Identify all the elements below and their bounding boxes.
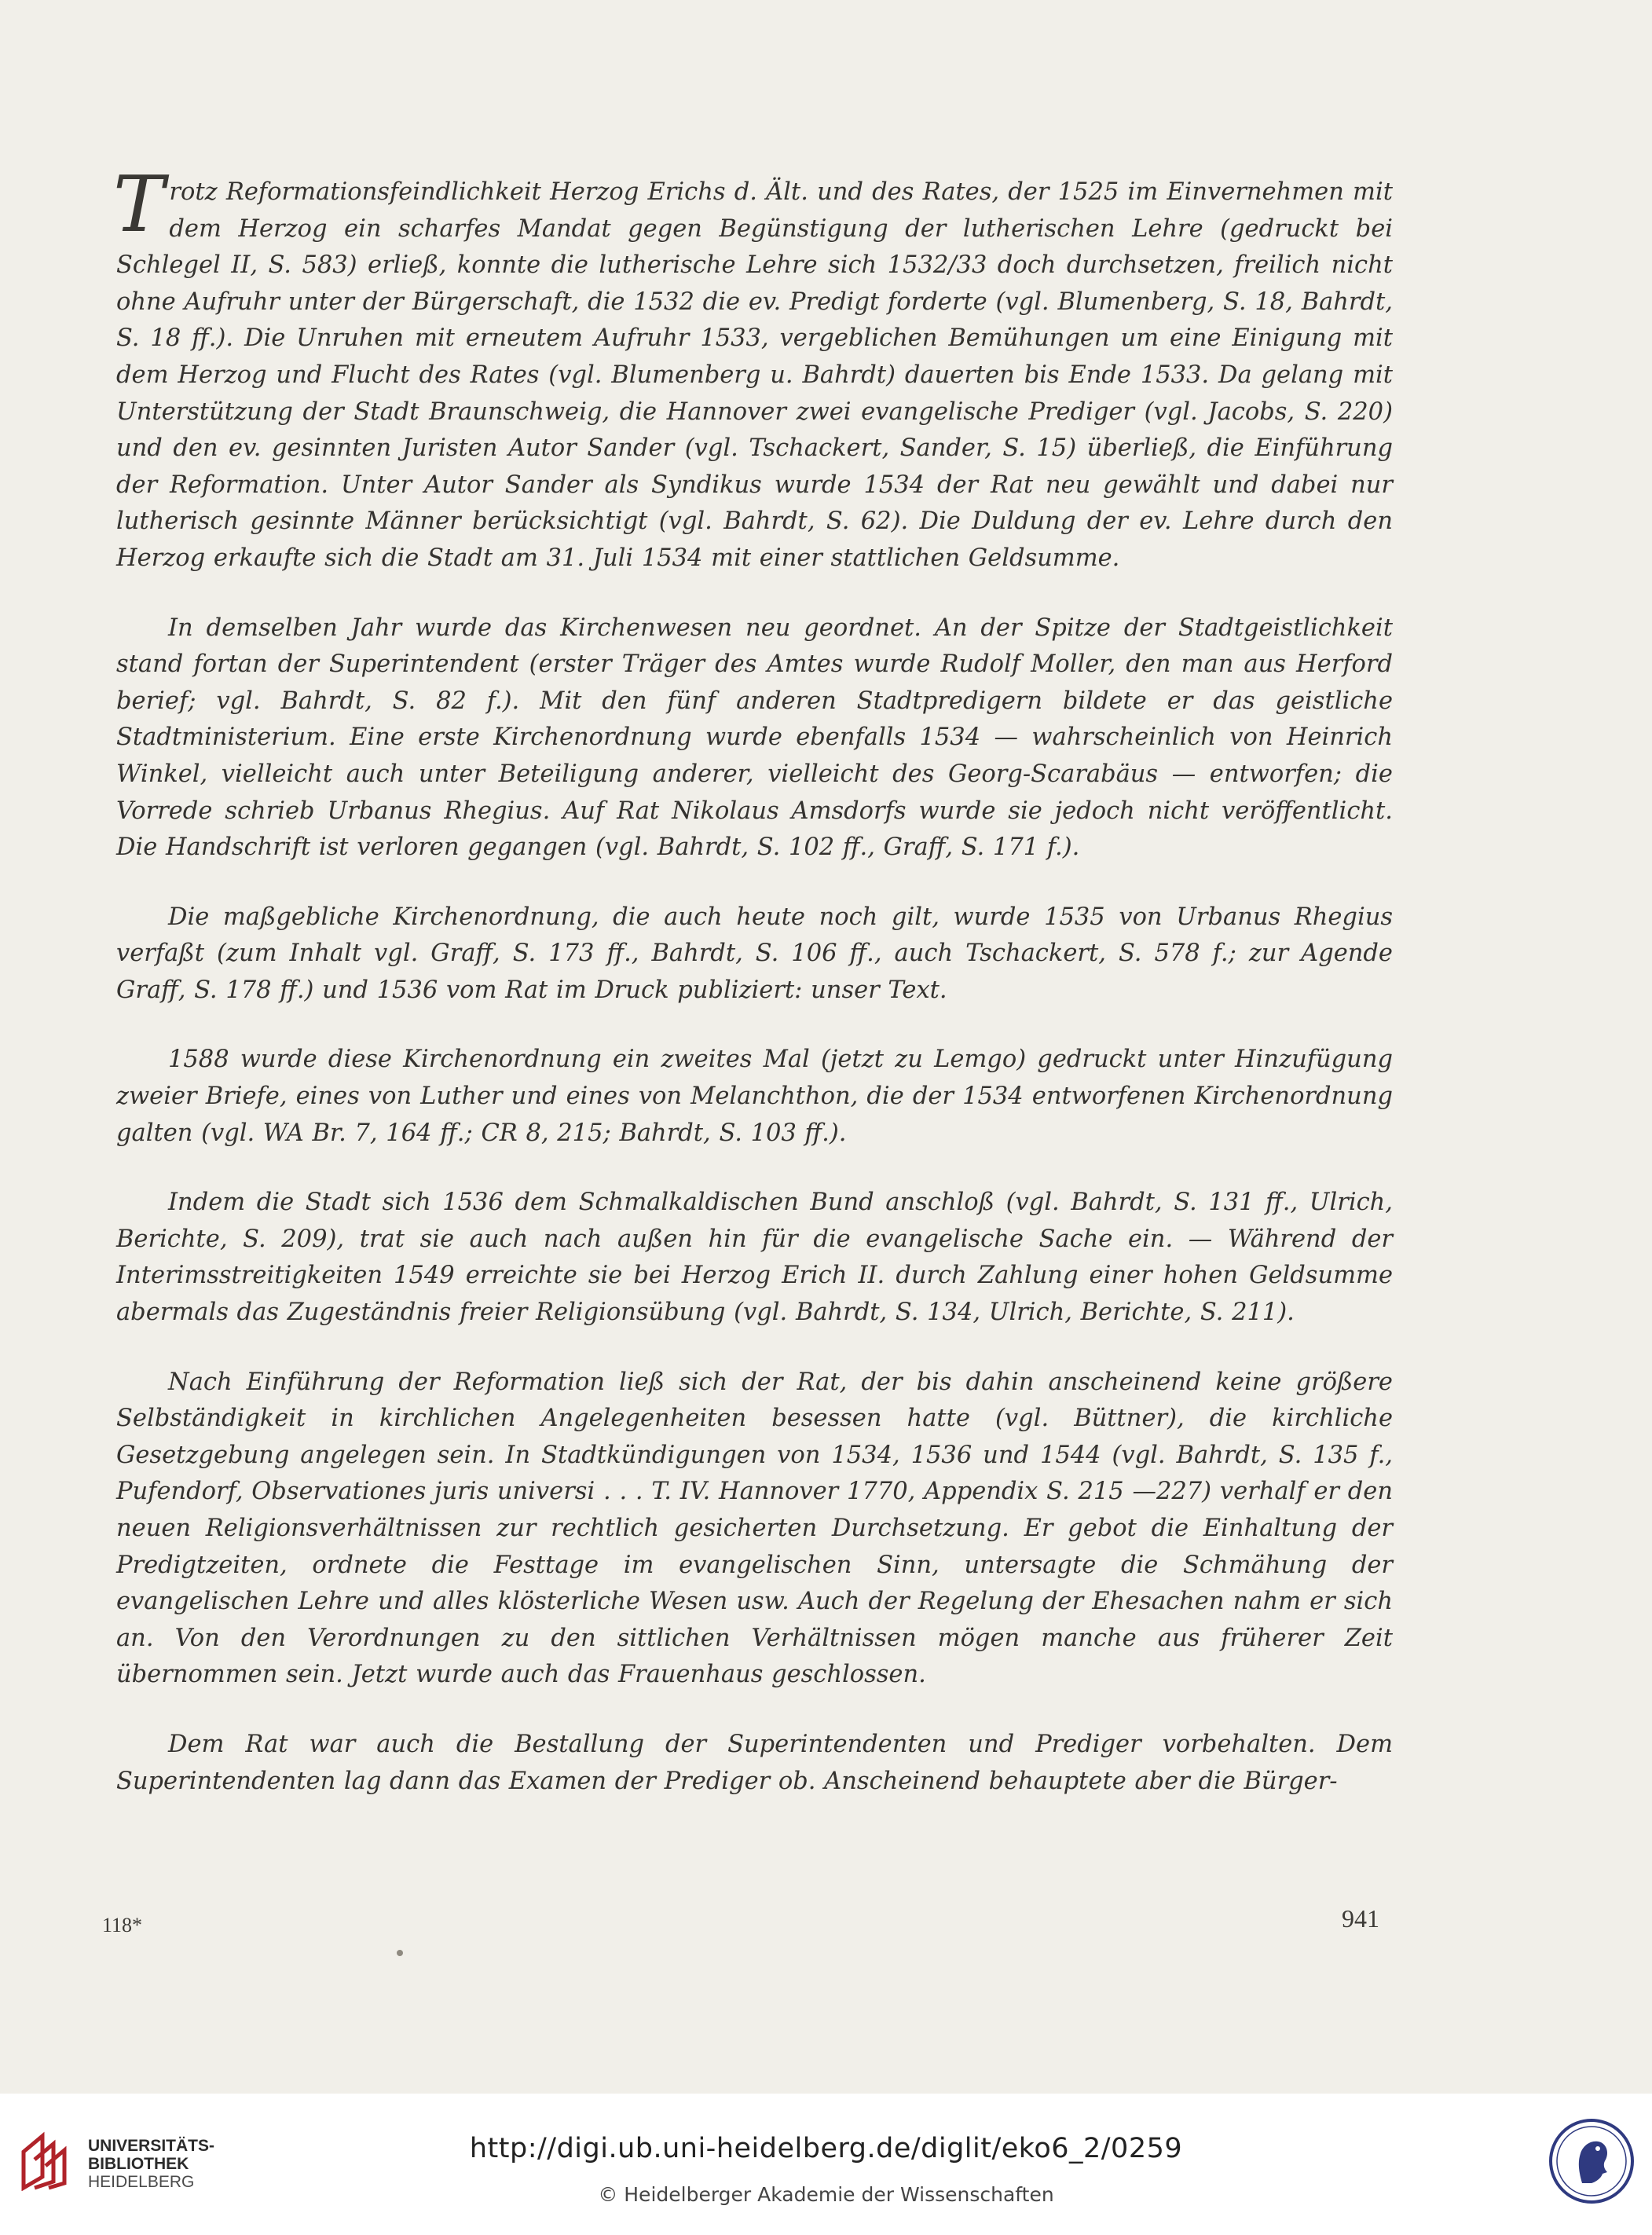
permalink-url[interactable]: http://digi.ub.uni-heidelberg.de/diglit/eko6_2/0259 bbox=[469, 2133, 1183, 2164]
copyright-notice: © Heidelberger Akademie der Wissenschaften bbox=[598, 2183, 1054, 2206]
viewer-footer bbox=[0, 2094, 1652, 2235]
library-name-line2: BIBLIOTHEK bbox=[88, 2155, 189, 2173]
paragraph-3: Die maßgebliche Kirchenordnung, die auch heute noch gilt, wurde 1535 von Urbanus Rhegius verfaßt (zum Inhalt vgl. Graff, S. 173 ff., Bahrdt, S. 106 ff., auch Tschackert, S. 578 f.; zur Agende Graff, S. 178 ff.) und 1536 vom Rat im Druck publiziert: unser Text. bbox=[116, 903, 1393, 1004]
paragraph-5: Indem die Stadt sich 1536 dem Schmalkaldischen Bund anschloß (vgl. Bahrdt, S. 131 ff., Ulrich, Berichte, S. 209), trat sie auch nach außen hin für die evangelische Sache ein. — Während der Interimsstreitigkeiten 1549 erreichte sie bei Herzog Erich II. durch Zahlung einer hohen Geldsumme abermals das Zugeständnis freier Religionsübung (vgl. Bahrdt, S. 134, Ulrich, Berichte, S. 211). bbox=[116, 1189, 1393, 1327]
paragraph-1-text: rotz Reformationsfeindlichkeit Herzog Erichs d. Ält. und des Rates, der 1525 im Einvernehmen mit dem Herzog ein scharfes Mandat gegen Begünstigung der lutherischen Lehre (gedruckt bei Schlegel II, S. 583) erließ, konnte die lutherische Lehre sich 1532/33 doch durchsetzen, freilich nicht ohne Aufruhr unter der Bürgerschaft, die 1532 die ev. Predigt forderte (vgl. Blumenberg, S. 18, Bahrdt, S. 18 ff.). Die Unruhen mit erneutem Aufruhr 1533, vergeblichen Bemühungen um eine Einigung mit dem Herzog und Flucht des Rates (vgl. Blumenberg u. Bahrdt) dauerten bis Ende 1533. Da gelang mit Unterstützung der Stadt Braunschweig, die Hannover zwei evangelische Prediger (vgl. Jacobs, S. 220) und den ev. gesinnten Juristen Autor Sander (vgl. Tschackert, Sander, S. 15) überließ, die Einführung der Reformation. Unter Autor Sander als Syndikus wurde 1534 der Rat neu gewählt und dabei nur lutherisch gesinnte Männer berücksichtigt (vgl. Bahrdt, S. 62). Die Duldung der ev. Lehre durch den Herzog erkaufte sich die Stadt am 31. Juli 1534 mit einer stattlichen Geldsumme. bbox=[116, 178, 1393, 572]
body-text bbox=[113, 160, 1393, 1833]
drop-cap: T bbox=[113, 160, 165, 250]
paragraph-6: Nach Einführung der Reformation ließ sich der Rat, der bis dahin anscheinend keine größere Selbständigkeit in kirchlichen Angelegenheiten besessen hatte (vgl. Büttner), die kirchliche Gesetzgebung angelegen sein. In Stadtkündigungen von 1534, 1536 und 1544 (vgl. Bahrdt, S. 135 f., Pufendorf, Observationes juris universi . . . T. IV. Hannover 1770, Appendix S. 215 —227) verhalf er den neuen Religionsverhältnissen zur rechtlich gesicherten Durchsetzung. Er gebot die Einhaltung der Predigtzeiten, ordnete die Festtage im evangelischen Sinn, untersagte die Schmähung der evangelischen Lehre und alles klösterliche Wesen usw. Auch der Regelung der Ehesachen nahm er sich an. Von den Verordnungen zu den sittlichen Verhältnissen mögen manche aus früherer Zeit übernommen sein. Jetzt wurde auch das Frauenhaus geschlossen. bbox=[116, 1368, 1393, 1689]
library-name-line3: HEIDELBERG bbox=[88, 2173, 195, 2191]
academy-seal-icon[interactable] bbox=[1548, 2117, 1636, 2205]
paragraph-4: 1588 wurde diese Kirchenordnung ein zweites Mal (jetzt zu Lemgo) gedruckt unter Hinzufügung zweier Briefe, eines von Luther und eines von Melanchthon, die der 1534 entworfenen Kirchenordnung galten (vgl. WA Br. 7, 164 ff.; CR 8, 215; Bahrdt, S. 103 ff.). bbox=[116, 1046, 1393, 1147]
signature-mark: 118* bbox=[102, 1914, 143, 1936]
library-name-line1: UNIVERSITÄTS- bbox=[88, 2137, 215, 2155]
paragraph-1 bbox=[113, 160, 1393, 577]
scan-speck bbox=[397, 1950, 403, 1956]
paragraph-7: Dem Rat war auch die Bestallung der Superintendenten und Prediger vorbehalten. Dem Superintendenten lag dann das Examen der Prediger ob. Anscheinend behauptete aber die Bürger- bbox=[116, 1730, 1393, 1795]
paragraph-2: In demselben Jahr wurde das Kirchenwesen neu geordnet. An der Spitze der Stadtgeistlichkeit stand fortan der Superintendent (erster Träger des Amtes wurde Rudolf Moller, den man aus Herford berief; vgl. Bahrdt, S. 82 f.). Mit den fünf anderen Stadtpredigern bildete er das geistliche Stadtministerium. Eine erste Kirchenordnung wurde ebenfalls 1534 — wahrscheinlich von Heinrich Winkel, vielleicht auch unter Beteiligung anderer, vielleicht des Georg-Scarabäus — entworfen; die Vorrede schrieb Urbanus Rhegius. Auf Rat Nikolaus Amsdorfs wurde sie jedoch nicht veröffentlicht. Die Handschrift ist verloren gegangen (vgl. Bahrdt, S. 102 ff., Graff, S. 171 f.). bbox=[116, 614, 1393, 862]
page-number: 941 bbox=[1342, 1904, 1379, 1933]
